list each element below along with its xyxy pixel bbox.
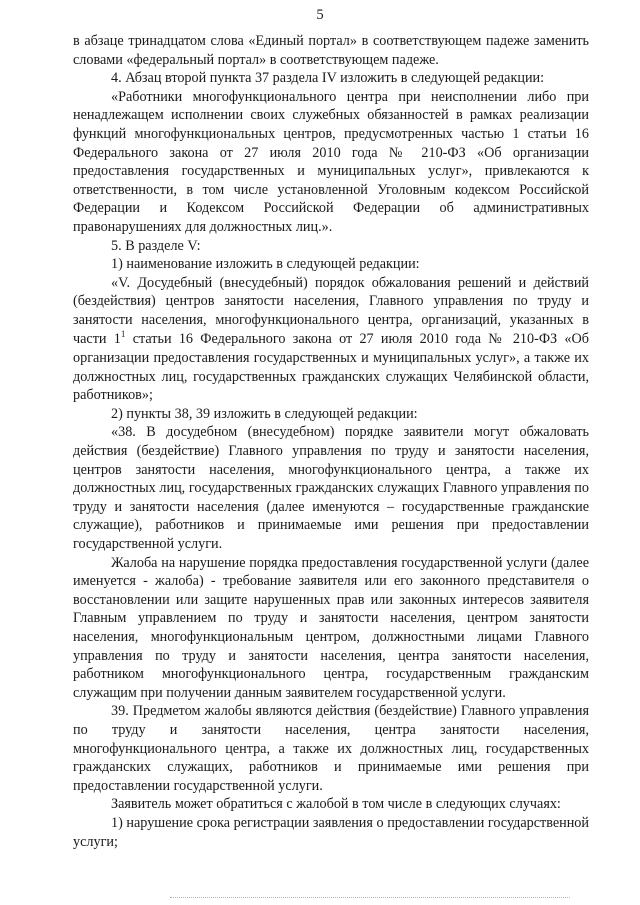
paragraph-item-4: 4. Абзац второй пункта 37 раздела IV изложить в следующей редакции: [111,70,545,87]
paragraph-subitem-2: 2) пункты 38, 39 изложить в следующей редакции: [111,405,418,422]
paragraph-cases-intro: Заявитель может обратиться с жалобой в том числе в следующих случаях: [111,796,561,813]
paragraph-mfc-liability: «Работники многофункционального центра при неисполнении либо при ненадлежащем исполнении своих служебных обязанностей в рамках реализации функций многофункциональных центров, предусмотренных частью 1 статьи 16 Федерального закона от 27 июля 2010 года № 210-ФЗ «Об организации предоставления государственных и муниципальных услуг», привлекаются к ответственности, в том числе установленной Уголовным кодексом Российской Федерации и Кодексом Российской Федерации об административных правонарушениях для должностных лиц.». [73,88,589,235]
paragraph-case-1: 1) нарушение срока регистрации заявления о предоставлении государственной услуги; [73,814,589,850]
section-v-title-part-1: «V. Досудебный (внесудебный) порядок обжалования решений и действий (бездействия) центров занятости населения, Главного управления по труду и занятости населения, многофункционального центра, организаций, указанных в части 1 [73,274,589,347]
section-v-title-part-2: статьи 16 Федерального закона от 27 июля 2010 года № 210-ФЗ «Об организации предоставления государственных и муниципальных услуг», а также их должностных лиц, государственных гражданских служащих Челябинской области, работников»; [73,330,589,404]
bottom-divider [170,897,570,898]
paragraph-point-38: «38. В досудебном (внесудебном) порядке заявители могут обжаловать действия (бездействие) Главного управления по труду и занятости населения, центров занятости населения, многофункционального центра, а также их должностных лиц, государственных гражданских служащих Главного управления по труду и занятости населения (далее именуются – государственные гражданские служащие), работников и принимаемые ими решения при предоставлении государственной услуги. [73,424,589,553]
paragraph-item-5: 5. В разделе V: [111,237,201,254]
paragraph-section-v-title [73,274,589,405]
paragraph-complaint-definition: Жалоба на нарушение порядка предоставления государственной услуги (далее именуется - жалоба) - требование заявителя или его законного представителя о восстановлении или защите нарушенных прав или законных интересов заявителя Главным управлением по труду и занятости населения, центром занятости населения, многофункциональным центром, должностными лицами Главного управления по труду и занятости населения, центра занятости населения, работником многофункционального центра, государственным гражданским служащим при получении данным заявителем государственной услуги. [73,554,589,701]
paragraph-point-39: 39. Предметом жалобы являются действия (бездействие) Главного управления по труду и занятости населения, центра занятости населения, многофункционального центра, а также их должностных лиц, государственных гражданских служащих, работников и принимаемые ими решения при предоставлении государственной услуги. [73,703,589,794]
page-number: 5 [316,7,324,23]
document-body [73,32,589,851]
superscript-mark: 1 [120,328,126,339]
paragraph-portal-wording: в абзаце тринадцатом слова «Единый портал» в соответствующем падеже заменить словами «федеральный портал» в соответствующем падеже. [73,33,589,68]
paragraph-subitem-1: 1) наименование изложить в следующей редакции: [111,256,420,273]
